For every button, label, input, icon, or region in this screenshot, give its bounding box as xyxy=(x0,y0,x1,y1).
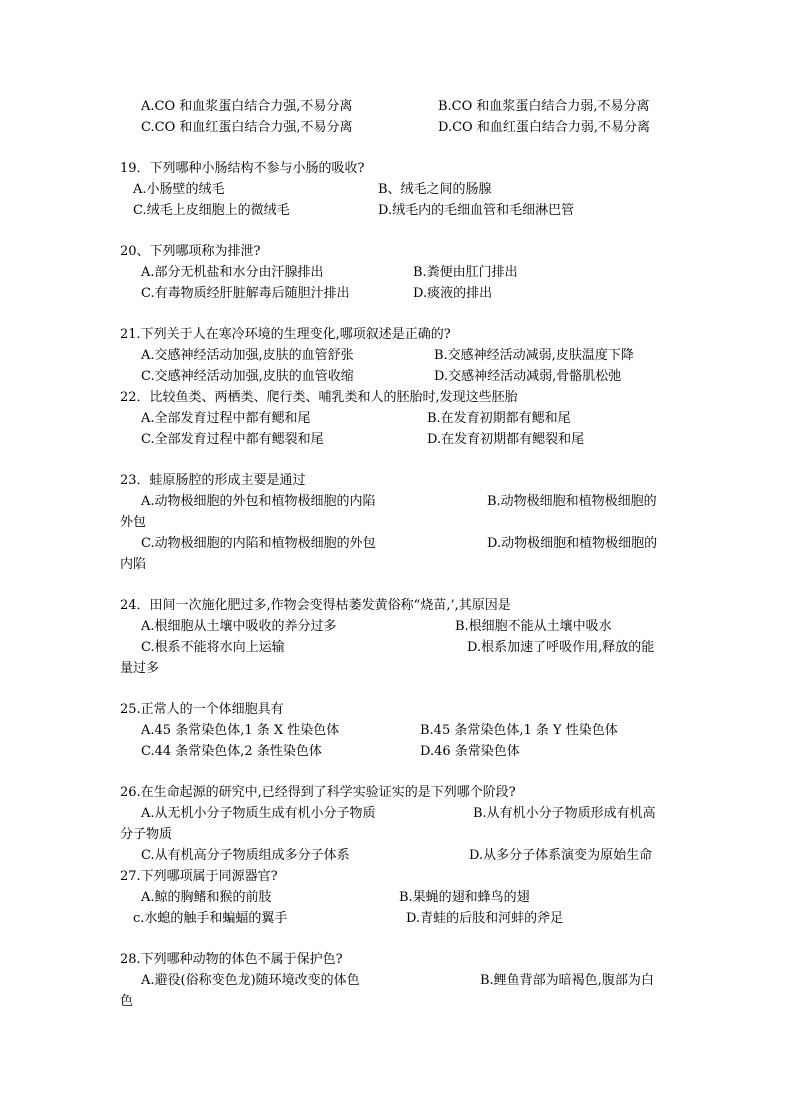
q27-option-b: B.果蝇的翅和蜂鸟的翅 xyxy=(399,890,530,905)
q19-option-d: D.绒毛内的毛细血管和毛细淋巴管 xyxy=(378,203,575,218)
q23-option-d: D.动物极细胞和植物极细胞的 xyxy=(487,536,658,551)
q21-option-a: A.交感神经活动加强,皮肤的血管舒张 xyxy=(141,348,354,363)
q26-option-c: C.从有机高分子物质组成多分子体系 xyxy=(141,848,350,863)
q23-option-b: B.动物极细胞和植物极细胞的 xyxy=(487,494,657,509)
q22-option-d: D.在发育初期都有鳃裂和尾 xyxy=(427,432,585,447)
q22-option-a: A.全部发育过程中都有鳃和尾 xyxy=(141,411,311,426)
q27-option-d: D.青蛙的后肢和河蚌的斧足 xyxy=(406,911,564,926)
q24-option-d-continued: 量过多 xyxy=(120,661,160,676)
q24-option-c: C.根系不能将水向上运输 xyxy=(141,640,285,655)
q22-option-c: C.全部发育过程中都有鳃裂和尾 xyxy=(141,432,324,447)
q22-option-b: B.在发育初期都有鳃和尾 xyxy=(427,411,571,426)
q20-option-d: D.痰液的排出 xyxy=(413,286,493,301)
q20-option-b: B.粪便由肛门排出 xyxy=(413,265,518,280)
q25-stem: 25.正常人的一个体细胞具有 xyxy=(120,702,284,717)
q18-option-a: A.CO 和血浆蛋白结合力强,不易分离 xyxy=(141,99,353,114)
q27-option-a: A.鲸的胸鳍和猴的前肢 xyxy=(141,890,272,905)
q23-option-d-continued: 内陷 xyxy=(120,557,147,572)
q18-option-d: D.CO 和血红蛋白结合力弱,不易分离 xyxy=(438,120,650,135)
q20-stem: 20、下列哪项称为排泄? xyxy=(120,244,261,259)
q26-option-d: D.从多分子体系演变为原始生命 xyxy=(469,848,653,863)
q27-option-c: c.水螅的触手和蝙蝠的翼手 xyxy=(133,911,288,926)
q24-stem: 24．田间一次施化肥过多,作物会变得枯萎发黄俗称“烧苗,’,其原因是 xyxy=(120,598,511,613)
q23-stem: 23．蛙原肠腔的形成主要是通过 xyxy=(120,473,306,488)
q19-option-b: B、绒毛之间的肠腺 xyxy=(378,182,492,197)
q23-option-a: A.动物极细胞的外包和植物极细胞的内陷 xyxy=(141,494,376,509)
q19-stem: 19．下列哪种小肠结构不参与小肠的吸收? xyxy=(120,161,365,176)
q20-option-a: A.部分无机盐和水分由汗腺排出 xyxy=(141,265,324,280)
q22-stem: 22．比较鱼类、两栖类、爬行类、哺乳类和人的胚胎时,发现这些胚胎 xyxy=(120,390,518,405)
q25-option-b: B.45 条常染色体,1 条 Y 性染色体 xyxy=(420,723,618,738)
q28-stem: 28.下列哪种动物的体色不属于保护色? xyxy=(120,952,343,967)
q28-option-a: A.避役(俗称变色龙)随环境改变的体色 xyxy=(141,973,360,988)
q19-option-c: C.绒毛上皮细胞上的微绒毛 xyxy=(133,203,290,218)
q21-option-c: C.交感神经活动加强,皮肤的血管收缩 xyxy=(141,369,354,384)
q20-option-c: C.有毒物质经肝脏解毒后随胆汁排出 xyxy=(141,286,350,301)
q18-option-c: C.CO 和血红蛋白结合力强,不易分离 xyxy=(141,120,353,135)
q28-option-b: B.鲤鱼背部为暗褐色,腹部为白 xyxy=(480,973,654,988)
q21-stem: 21.下列关于人在寒冷环境的生理变化,哪项叙述是正确的? xyxy=(120,327,451,342)
q18-option-b: B.CO 和血浆蛋白结合力弱,不易分离 xyxy=(438,99,650,114)
q24-option-a: A.根细胞从土壤中吸收的养分过多 xyxy=(141,619,337,634)
q25-option-d: D.46 条常染色体 xyxy=(420,744,520,759)
q19-option-a: A.小肠壁的绒毛 xyxy=(133,182,225,197)
q26-option-a: A.从无机小分子物质生成有机小分子物质 xyxy=(141,806,376,821)
q25-option-c: C.44 条常染色体,2 条性染色体 xyxy=(141,744,322,759)
q21-option-b: B.交感神经活动减弱,皮肤温度下降 xyxy=(434,348,634,363)
q25-option-a: A.45 条常染色体,1 条 X 性染色体 xyxy=(141,723,340,738)
q24-option-d: D.根系加速了呼吸作用,释放的能 xyxy=(467,640,655,655)
q27-stem: 27.下列哪项属于同源器官? xyxy=(120,869,278,884)
q24-option-b: B.根细胞不能从土壤中吸水 xyxy=(455,619,612,634)
q26-stem: 26.在生命起源的研究中,已经得到了科学实验证实的是下列哪个阶段? xyxy=(120,785,516,800)
q23-option-b-continued: 外包 xyxy=(120,515,147,530)
q21-option-d: D.交感神经活动减弱,骨骼肌松弛 xyxy=(434,369,622,384)
q26-option-b: B.从有机小分子物质形成有机高 xyxy=(473,806,656,821)
q26-option-b-continued: 分子物质 xyxy=(120,827,173,842)
q23-option-c: C.动物极细胞的内陷和植物极细胞的外包 xyxy=(141,536,376,551)
q28-option-b-continued: 色 xyxy=(120,994,134,1009)
